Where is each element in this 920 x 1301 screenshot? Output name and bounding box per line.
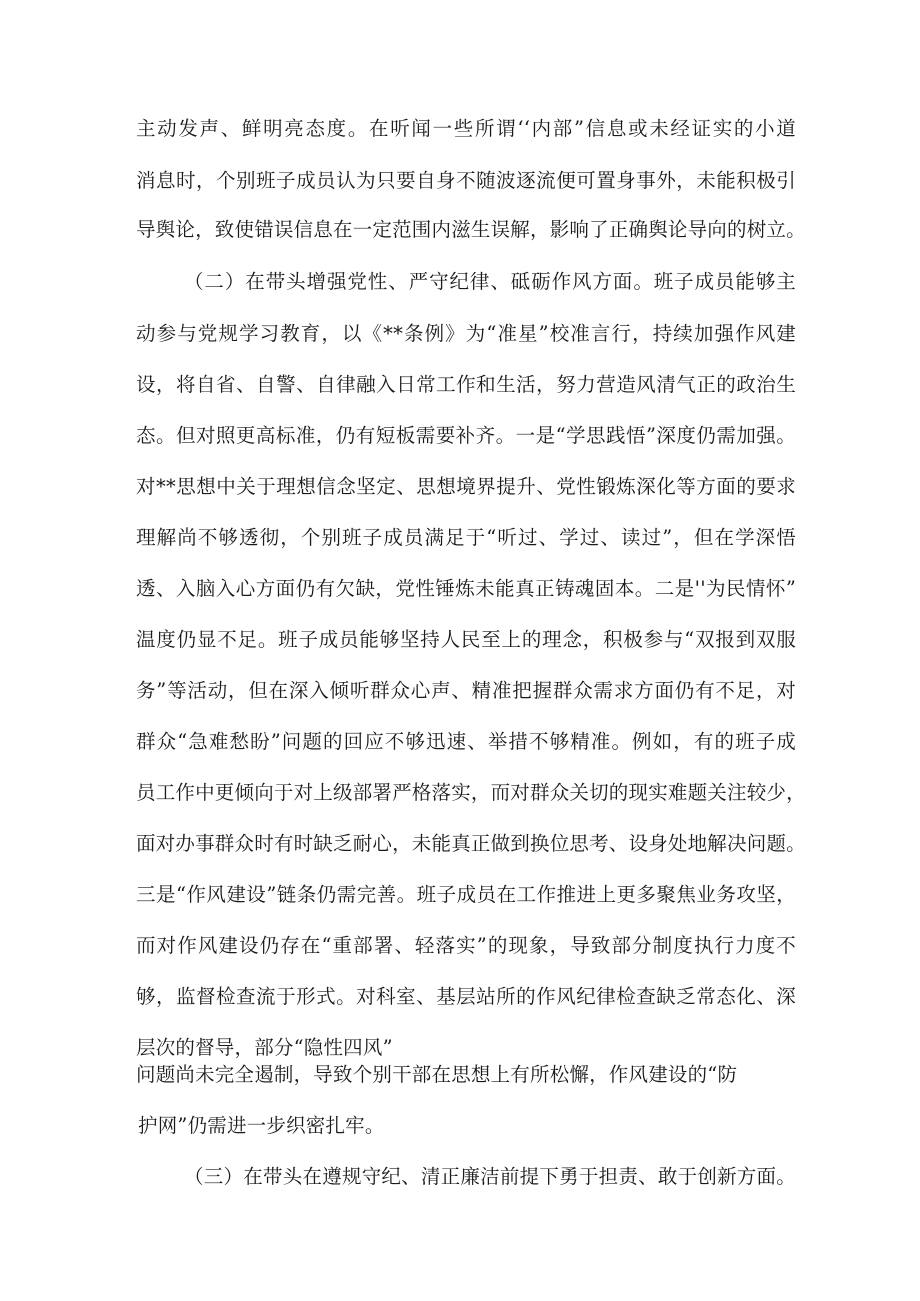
text-line: 三是“作风建设”链条仍需完善。班子成员在工作推进上更多聚焦业务攻坚， — [136, 883, 796, 906]
text-line: 层次的督导，部分“隐性四风” — [136, 1036, 393, 1059]
paragraph-heading-3: （三）在带头在遵规守纪、清正廉洁前提下勇于担责、敢于创新方面。 — [184, 1165, 796, 1188]
text-line: 理解尚不够透彻，个别班子成员满足于“听过、学过、读过”，但在学深悟 — [136, 526, 796, 549]
text-line: 态。但对照更高标准，仍有短板需要补齐。一是“学思践悟”深度仍需加强。 — [136, 424, 796, 447]
text-line: 消息时，个别班子成员认为只要自身不随波逐流便可置身事外，未能积极引 — [136, 169, 796, 192]
text-line: 面对办事群众时有时缺乏耐心，未能真正做到换位思考、设身处地解决问题。 — [136, 832, 806, 855]
text-line: 导舆论，致使错误信息在一定范围内滋生误解，影响了正确舆论导向的树立。 — [136, 218, 806, 241]
paragraph-heading-2: （二）在带头增强党性、严守纪律、砥砺作风方面。班子成员能够主 — [184, 270, 796, 293]
text-line: 员工作中更倾向于对上级部署严格落实，而对群众关切的现实难题关注较少， — [136, 781, 806, 804]
text-line: 对**思想中关于理想信念坚定、思想境界提升、党性锻炼深化等方面的要求 — [136, 475, 796, 498]
text-line: 设，将自省、自警、自律融入日常工作和生活，努力营造风清气正的政治生 — [136, 373, 796, 396]
text-line: 透、入脑入心方面仍有欠缺，党性锤炼未能真正铸魂固本。二是''为民情怀” — [136, 577, 796, 600]
text-line: 务”等活动，但在深入倾听群众心声、精准把握群众需求方面仍有不足，对 — [136, 679, 796, 702]
text-line: 主动发声、鲜明亮态度。在听闻一些所谓‘‘内部”信息或未经证实的小道 — [136, 117, 796, 140]
text-line: 动参与党规学习教育，以《**条例》为“准星”校准言行，持续加强作风建 — [136, 322, 796, 345]
text-line: 够，监督检查流于形式。对科室、基层站所的作风纪律检查缺乏常态化、深 — [136, 985, 796, 1008]
text-line: 护网”仍需进一步织密扎牢。 — [138, 1114, 385, 1137]
text-line: 而对作风建设仍存在“重部署、轻落实”的现象，导致部分制度执行力度不 — [136, 934, 796, 957]
text-line: 群众“急难愁盼”问题的回应不够迅速、举措不够精准。例如，有的班子成 — [136, 730, 796, 753]
text-line: 问题尚未完全遏制，导致个别干部在思想上有所松懈，作风建设的“防 — [136, 1063, 738, 1086]
text-line: 温度仍显不足。班子成员能够坚持人民至上的理念，积极参与“双报到双服 — [136, 628, 796, 651]
